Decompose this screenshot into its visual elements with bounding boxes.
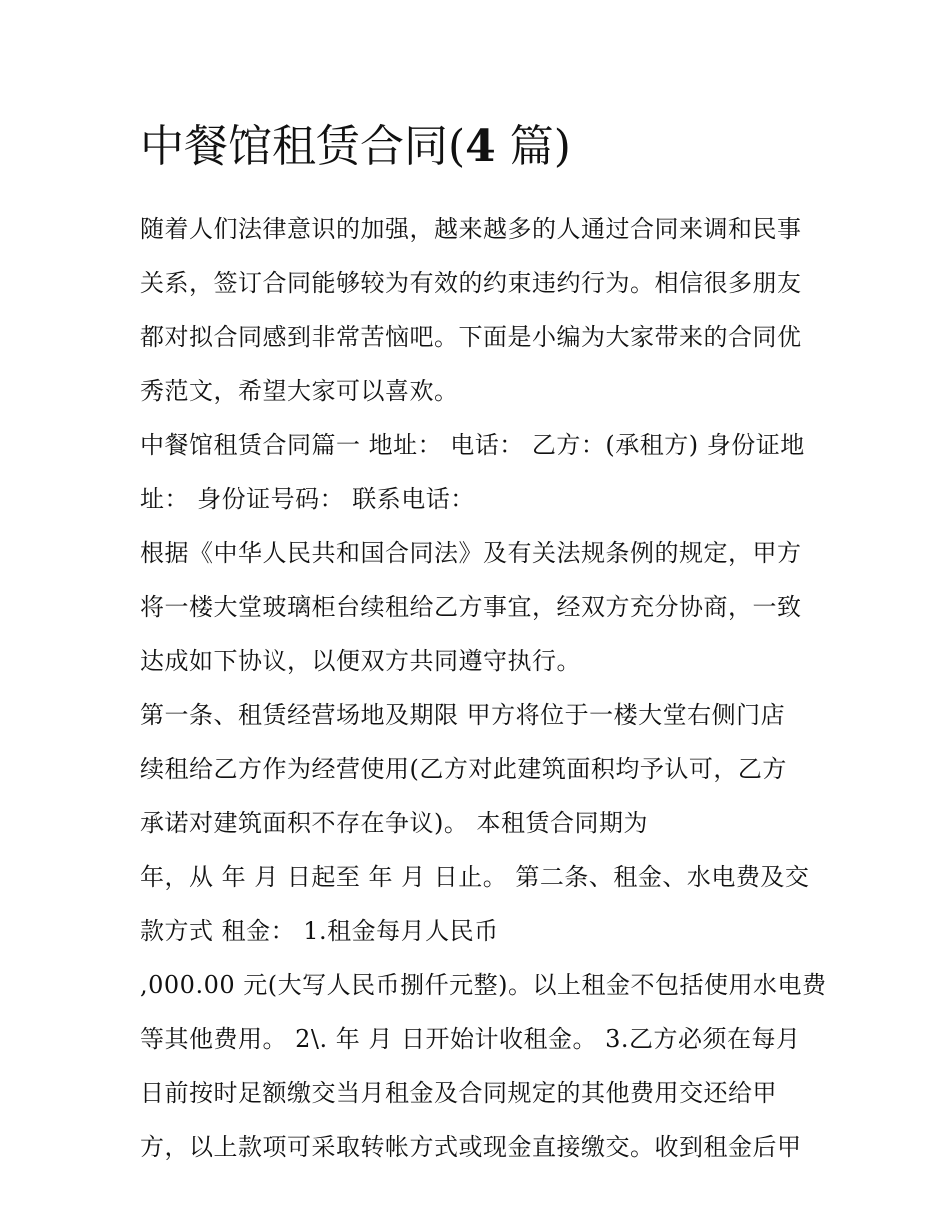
text-line: 秀范文，希望大家可以喜欢。 [140,377,459,405]
text-line: 根据《中华人民共和国合同法》及有关法规条例的规定，甲方 [140,539,802,567]
text-line: 中餐馆租赁合同篇一 地址： 电话： 乙方：(承租方) 身份证地 [140,431,805,459]
text-line: 日前按时足额缴交当月租金及合同规定的其他费用交还给甲 [140,1079,777,1107]
text-line: 都对拟合同感到非常苦恼吧。下面是小编为大家带来的合同优 [140,323,802,351]
title-suffix: 篇) [495,121,571,172]
text-line: ,000.00 元(大写人民币捌仟元整)。以上租金不包括使用水电费 [140,971,827,999]
title-number: 4 [465,121,496,172]
text-line: 续租给乙方作为经营使用(乙方对此建筑面积均予认可，乙方 [140,755,787,783]
text-line: 第一条、租赁经营场地及期限 甲方将位于一楼大堂右侧门店 [140,701,786,729]
text-line: 址： 身份证号码： 联系电话： [140,485,475,513]
text-line: 关系，签订合同能够较为有效的约束违约行为。相信很多朋友 [140,269,802,297]
text-line: 等其他费用。 2\. 年 月 日开始计收租金。 3.乙方必须在每月 [140,1025,801,1053]
text-line: 方，以上款项可采取转帐方式或现金直接缴交。收到租金后甲 [140,1133,802,1161]
text-line: 年，从 年 月 日起至 年 月 日止。 第二条、租金、水电费及交 [140,863,810,891]
text-line: 承诺对建筑面积不存在争议)。 本租赁合同期为 [140,809,648,837]
text-line: 达成如下协议，以便双方共同遵守执行。 [140,647,581,675]
title-prefix: 中餐馆租赁合同( [140,121,466,172]
text-line: 将一楼大堂玻璃柜台续租给乙方事宜，经双方充分协商，一致 [140,593,802,621]
document-page [140,112,827,1174]
text-line: 随着人们法律意识的加强，越来越多的人通过合同来调和民事 [140,215,802,243]
text-line: 款方式 租金： 1.租金每月人民币 [140,917,499,945]
document-title [140,112,820,182]
